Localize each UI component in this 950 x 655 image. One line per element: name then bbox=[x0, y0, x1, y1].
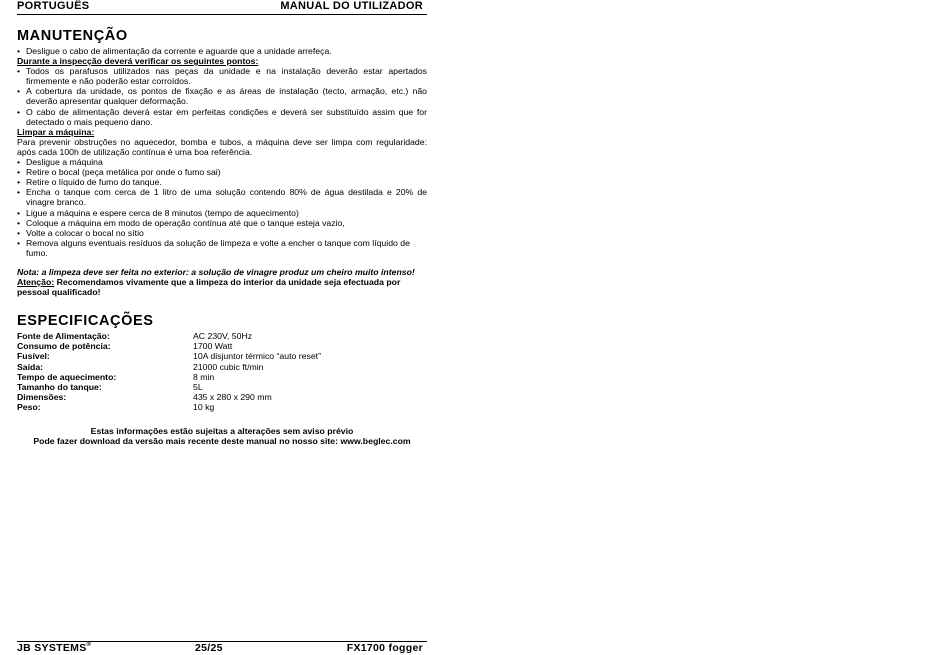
download-notice: Pode fazer download da versão mais recente deste manual no nosso site: www.beglec.com bbox=[33, 436, 411, 447]
specifications-title: ESPECIFICAÇÕES bbox=[17, 313, 154, 330]
spec-label: Dimensões: bbox=[17, 391, 67, 402]
spec-value: 5L bbox=[193, 381, 203, 392]
spec-value: 10A disjuntor térmico “auto reset” bbox=[193, 351, 321, 362]
list-item: • Remova alguns eventuais resíduos da solução de limpeza e volte a encher o tanque com líquido de fumo. bbox=[17, 237, 410, 258]
page-content bbox=[17, 26, 427, 446]
list-item: • Todos os parafusos utilizados nas peças da unidade e na instalação deverão estar apertados firmemente e não poderão estar corroídos. bbox=[17, 66, 427, 87]
spec-row bbox=[17, 392, 427, 402]
bullet-icon: • bbox=[17, 46, 21, 56]
list-item: • Volte a colocar o bocal no sítio bbox=[17, 227, 144, 238]
cleaning-heading: Limpar a máquina: bbox=[17, 126, 95, 137]
list-item: • Desligue a máquina bbox=[17, 157, 103, 168]
spec-value: 8 min bbox=[193, 371, 215, 382]
cleaning-intro: Para prevenir obstruções no aquecedor, bomba e tubos, a máquina deve ser limpa com regularidade: após cada 100h de utilização contínua é uma boa referência. bbox=[17, 136, 427, 157]
list-item: • O cabo de alimentação deverá estar em perfeitas condições e deverá ser substituído assim que for detectado o mais pequeno dano. bbox=[17, 106, 427, 127]
spec-label: Peso: bbox=[17, 401, 41, 412]
brand-name: JB SYSTEMS® bbox=[17, 642, 92, 654]
list-item: • Desligue o cabo de alimentação da corrente e aguarde que a unidade arrefeça. bbox=[17, 46, 332, 56]
spec-row bbox=[17, 351, 427, 361]
spec-value: AC 230V, 50Hz bbox=[193, 331, 253, 342]
bullet-icon: • bbox=[17, 157, 21, 168]
list-item: • Encha o tanque com cerca de 1 litro de uma solução contendo 80% de água destilada e 20% de vinagre branco. bbox=[17, 187, 427, 208]
list-item: • Ligue a máquina e espere cerca de 8 minutos (tempo de aquecimento) bbox=[17, 207, 299, 218]
list-item: • A cobertura da unidade, os pontos de fixação e as áreas de instalação (tecto, armação, etc.) não deverão apresentar qualquer deformação. bbox=[17, 86, 427, 107]
bullet-icon: • bbox=[17, 167, 21, 178]
cleaning-note: Nota: a limpeza deve ser feita no exterior: a solução de vinagre produz um cheiro muito intenso! bbox=[17, 266, 415, 277]
list-item: • Coloque a máquina em modo de operação contínua até que o tanque esteja vazio, bbox=[17, 217, 345, 228]
spec-label: Tempo de aquecimento: bbox=[17, 371, 117, 382]
spec-row bbox=[17, 362, 427, 372]
bullet-icon: • bbox=[17, 177, 21, 188]
page-footer bbox=[17, 641, 427, 655]
page-number: 25/25 bbox=[195, 642, 223, 654]
spec-row bbox=[17, 341, 427, 351]
maintenance-title: MANUTENÇÃO bbox=[17, 28, 128, 44]
spec-row bbox=[17, 402, 427, 412]
bullet-icon: • bbox=[17, 217, 21, 228]
language-label: PORTUGUÊS bbox=[17, 0, 90, 12]
spec-label: Saída: bbox=[17, 361, 44, 372]
registered-mark: ® bbox=[86, 642, 92, 648]
spec-label: Fusível: bbox=[17, 351, 50, 362]
bullet-icon: • bbox=[17, 207, 21, 218]
attention-paragraph bbox=[17, 277, 427, 297]
bullet-icon: • bbox=[17, 66, 21, 77]
spec-label: Consumo de potência: bbox=[17, 341, 111, 352]
spec-value: 435 x 280 x 290 mm bbox=[193, 391, 272, 402]
bullet-icon: • bbox=[17, 227, 21, 238]
spec-value: 1700 Watt bbox=[193, 341, 233, 352]
bullet-icon: • bbox=[17, 237, 21, 248]
spec-value: 10 kg bbox=[193, 401, 215, 412]
attention-text: Recomendamos vivamente que a limpeza do interior da unidade seja efectuada por pessoal qualificado! bbox=[17, 277, 401, 298]
attention-label: Atenção: bbox=[17, 277, 55, 288]
spec-label: Fonte de Alimentação: bbox=[17, 331, 110, 342]
list-item: • Retire o líquido de fumo do tanque. bbox=[17, 177, 162, 188]
page-header bbox=[17, 0, 427, 15]
inspection-heading: Durante a inspecção deverá verificar os seguintes pontos: bbox=[17, 56, 259, 67]
model-name: FX1700 fogger bbox=[346, 642, 423, 654]
spec-row bbox=[17, 331, 427, 341]
spec-label: Tamanho do tanque: bbox=[17, 381, 102, 392]
list-item: • Retire o bocal (peça metálica por onde o fumo sai) bbox=[17, 167, 221, 178]
spec-row bbox=[17, 372, 427, 382]
manual-title: MANUAL DO UTILIZADOR bbox=[280, 0, 423, 12]
bullet-icon: • bbox=[17, 187, 21, 198]
bullet-icon: • bbox=[17, 106, 21, 117]
bullet-icon: • bbox=[17, 86, 21, 97]
change-notice: Estas informações estão sujeitas a alterações sem aviso prévio bbox=[90, 426, 354, 436]
spec-value: 21000 cubic ft/min bbox=[193, 361, 264, 372]
spec-row bbox=[17, 382, 427, 392]
